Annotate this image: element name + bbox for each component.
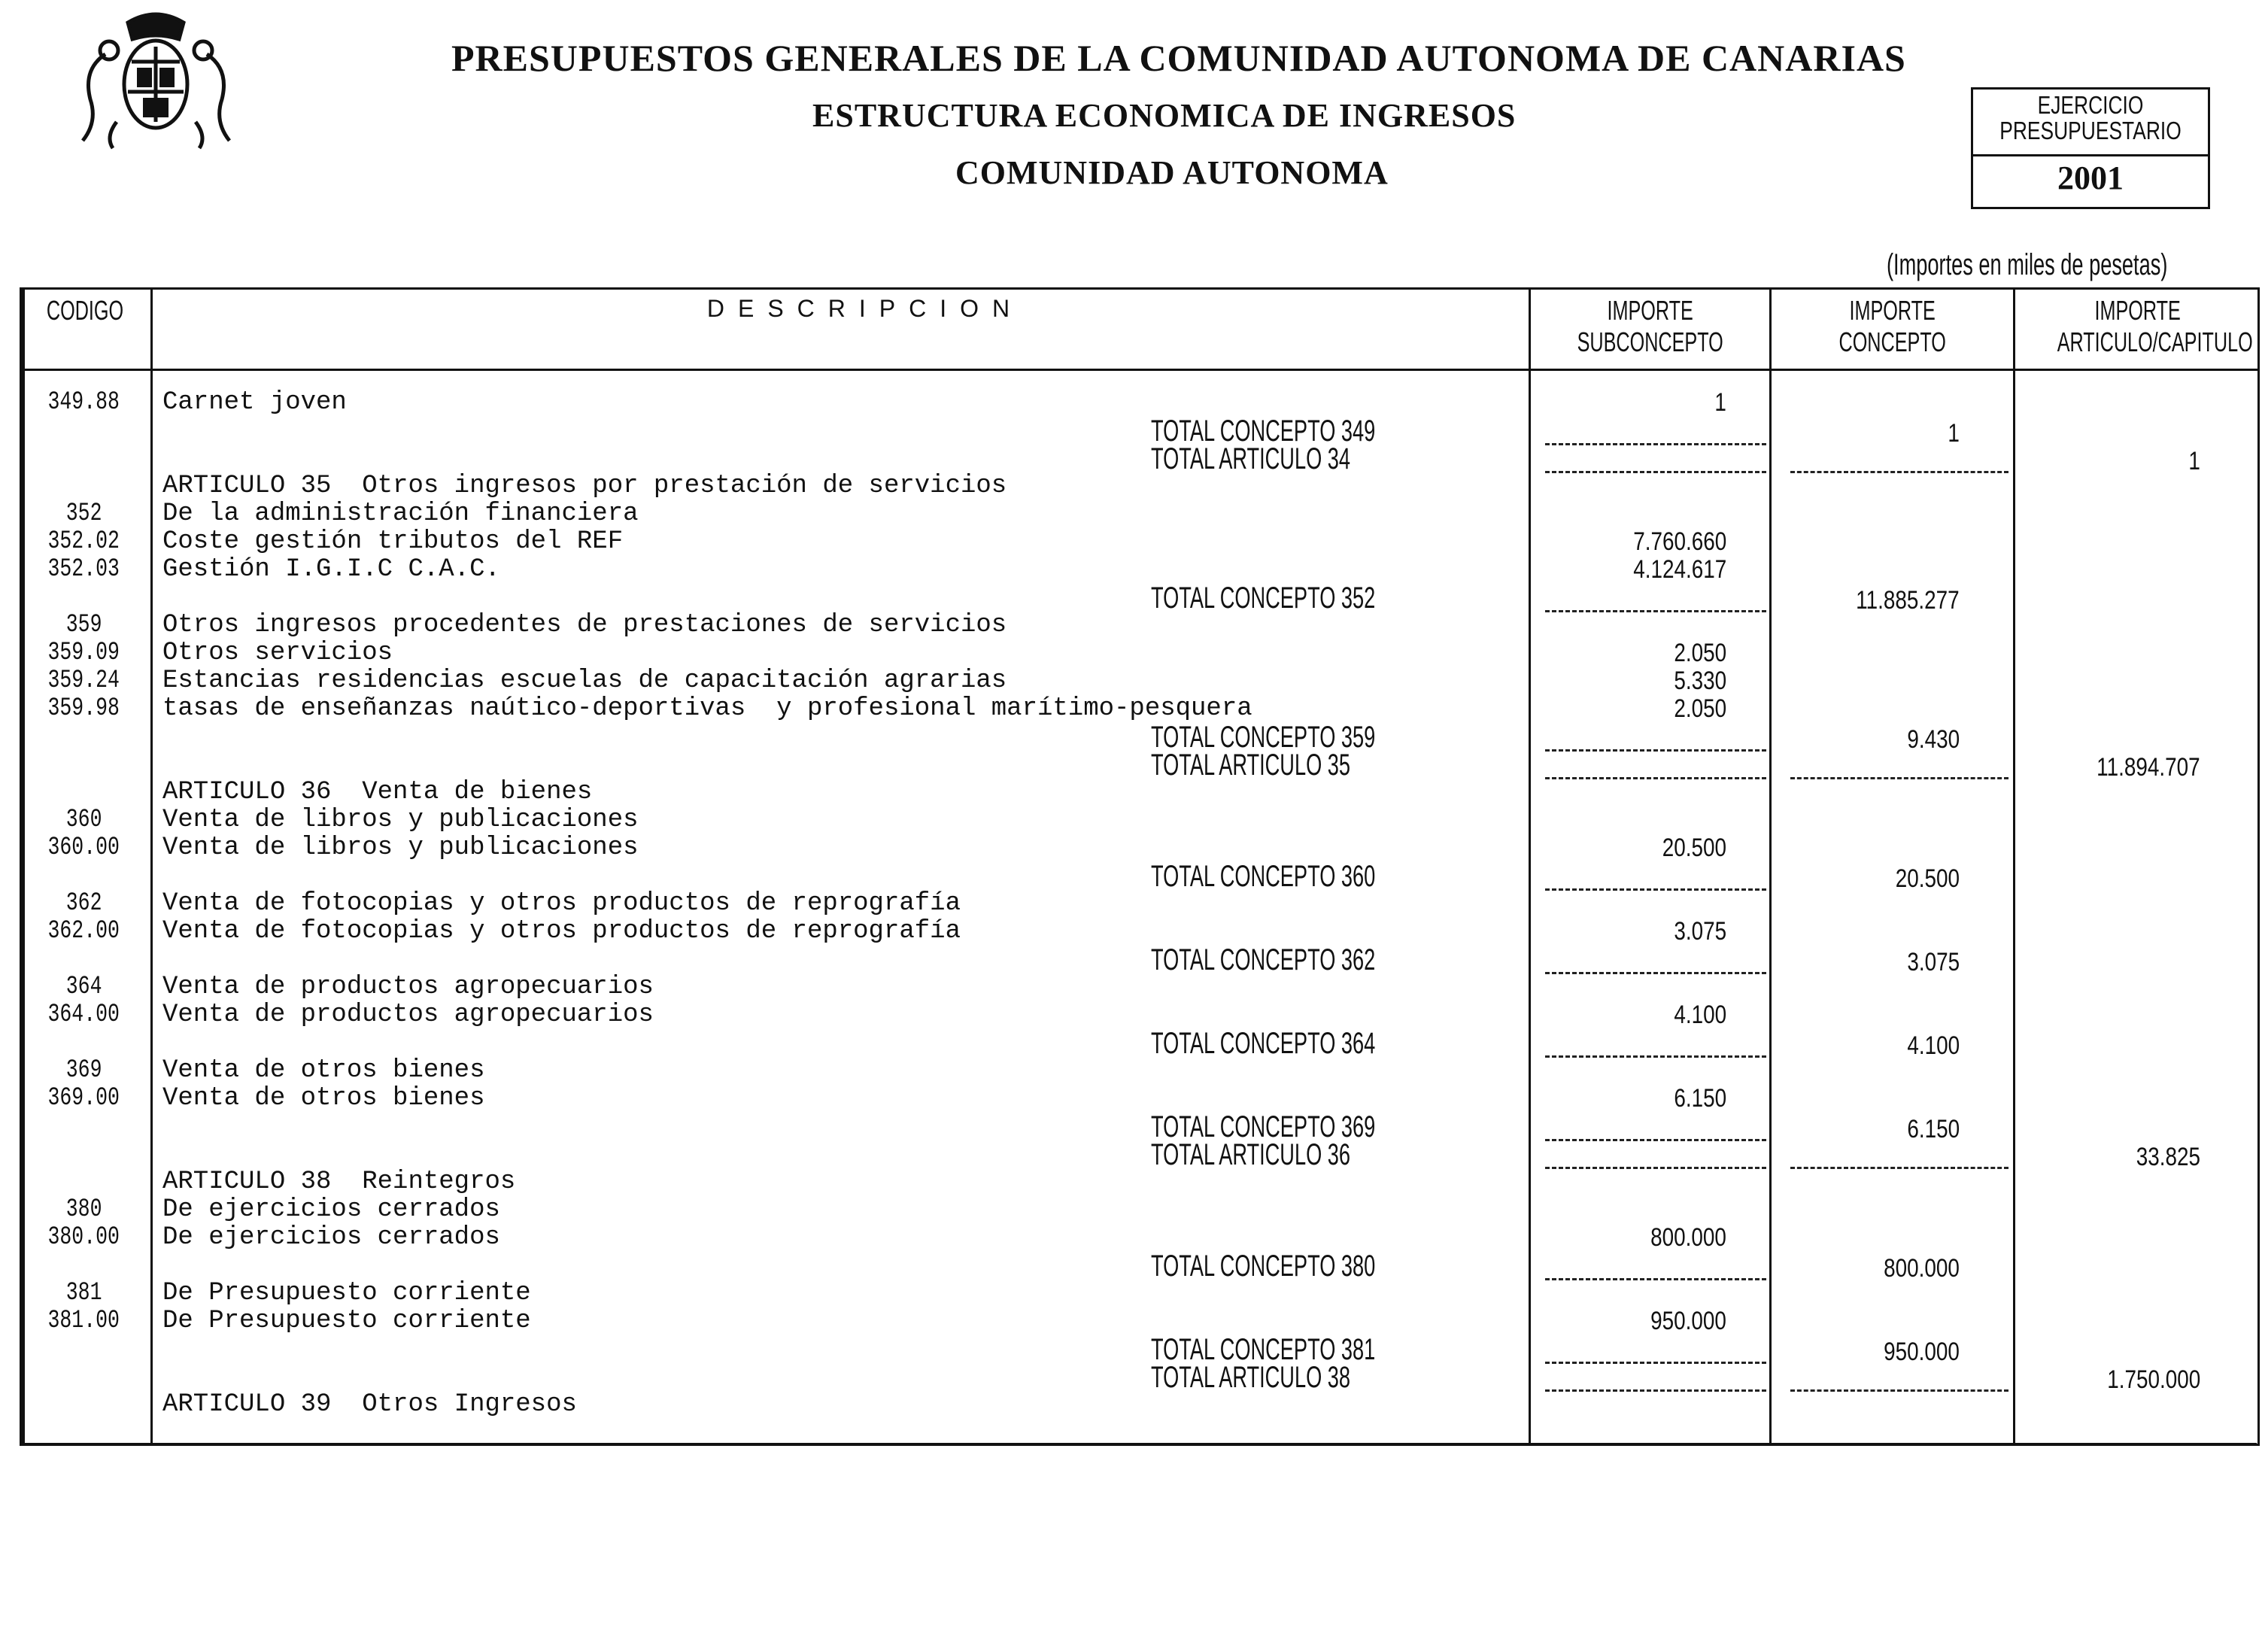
row-description: Estancias residencias escuelas de capacitación agrarias <box>162 667 1007 695</box>
amount-subconcepto: 5.330 <box>1674 667 1726 695</box>
document-section: COMUNIDAD AUTONOMA <box>955 154 1389 191</box>
row-description: De ejercicios cerrados <box>162 1223 500 1252</box>
total-label: TOTAL ARTICULO 36 <box>1151 1138 1351 1171</box>
row-description: Carnet joven <box>162 388 347 417</box>
subtotal-dash-rule <box>1545 1362 1766 1364</box>
amount-concepto: 11.885.277 <box>1856 586 1960 615</box>
amount-articulo: 33.825 <box>2136 1143 2200 1171</box>
row-description: ARTICULO 38 Reintegros <box>162 1168 516 1196</box>
column-header-concepto: IMPORTE CONCEPTO <box>1838 295 1946 357</box>
document-title: PRESUPUESTOS GENERALES DE LA COMUNIDAD AUTONOMA DE CANARIAS <box>451 37 1906 79</box>
row-code: 359.24 <box>47 667 120 695</box>
subtotal-dash-rule <box>1545 610 1766 612</box>
amount-concepto: 950.000 <box>1884 1338 1960 1366</box>
document-subtitle: ESTRUCTURA ECONOMICA DE INGRESOS <box>812 97 1517 134</box>
row-description: Venta de libros y publicaciones <box>162 806 639 834</box>
total-label: TOTAL CONCEPTO 362 <box>1151 943 1376 976</box>
total-label: TOTAL CONCEPTO 359 <box>1151 721 1376 754</box>
row-description: De ejercicios cerrados <box>162 1195 500 1224</box>
amount-subconcepto: 20.500 <box>1662 834 1726 862</box>
row-description: De la administración financiera <box>162 500 639 528</box>
column-header-codigo: CODIGO <box>46 295 124 326</box>
row-code: 362.00 <box>47 917 120 946</box>
row-description: ARTICULO 35 Otros ingresos por prestación de servicios <box>162 472 1007 500</box>
column-divider-concepto <box>2013 287 2015 1446</box>
row-code: 352 <box>65 500 102 528</box>
amount-subconcepto: 3.075 <box>1674 917 1726 946</box>
total-label: TOTAL CONCEPTO 349 <box>1151 415 1376 448</box>
row-description: Otros ingresos procedentes de prestaciones de servicios <box>162 611 1007 639</box>
total-label: TOTAL CONCEPTO 352 <box>1151 582 1376 615</box>
column-divider-subconcepto <box>1769 287 1772 1446</box>
total-label: TOTAL CONCEPTO 381 <box>1151 1333 1376 1366</box>
amount-articulo: 1 <box>2188 447 2200 475</box>
row-code: 359.09 <box>47 639 120 667</box>
amount-subconcepto: 7.760.660 <box>1632 527 1726 556</box>
concept-dash-rule <box>1790 1389 2008 1392</box>
row-description: Venta de otros bienes <box>162 1084 485 1113</box>
table-bottom-line <box>23 1443 2257 1446</box>
subtotal-dash-rule <box>1545 1139 1766 1141</box>
ejercicio-year: 2001 <box>2057 159 2124 196</box>
amount-subconcepto: 2.050 <box>1674 639 1726 667</box>
subtotal-dash-rule <box>1545 1167 1766 1169</box>
header-separator <box>23 369 2260 371</box>
units-note: (Importes en miles de pesetas) <box>1887 248 2168 281</box>
amount-concepto: 1 <box>1948 419 1960 448</box>
row-code: 369.00 <box>47 1084 120 1113</box>
subtotal-dash-rule <box>1545 471 1766 473</box>
presupuestario-label: PRESUPUESTARIO <box>1999 117 2182 144</box>
row-code: 381 <box>65 1279 102 1307</box>
row-description: Gestión I.G.I.C C.A.C. <box>162 555 500 584</box>
subtotal-dash-rule <box>1545 777 1766 779</box>
column-header-subconcepto: IMPORTE SUBCONCEPTO <box>1577 295 1723 357</box>
row-code: 381.00 <box>47 1307 120 1335</box>
row-code: 362 <box>65 889 102 918</box>
column-header-descripcion: DESCRIPCION <box>706 295 1024 322</box>
row-description: Otros servicios <box>162 639 393 667</box>
subtotal-dash-rule <box>1545 888 1766 891</box>
row-description: Venta de otros bienes <box>162 1056 485 1085</box>
row-code: 359.98 <box>47 694 120 723</box>
amount-concepto: 6.150 <box>1907 1115 1960 1143</box>
amount-concepto: 9.430 <box>1907 725 1960 754</box>
ejercicio-label: EJERCICIO <box>2037 91 2144 119</box>
subtotal-dash-rule <box>1545 972 1766 974</box>
column-divider-descripcion <box>1529 287 1531 1446</box>
row-code: 360 <box>65 806 102 834</box>
row-description: Venta de productos agropecuarios <box>162 1001 654 1029</box>
row-code: 380 <box>65 1195 102 1224</box>
total-label: TOTAL CONCEPTO 364 <box>1151 1027 1376 1060</box>
row-description: ARTICULO 39 Otros Ingresos <box>162 1390 577 1419</box>
amount-articulo: 1.750.000 <box>2106 1365 2200 1394</box>
row-description: De Presupuesto corriente <box>162 1307 531 1335</box>
subtotal-dash-rule <box>1545 1278 1766 1280</box>
row-description: Venta de fotocopias y otros productos de reprografía <box>162 889 961 918</box>
subtotal-dash-rule <box>1545 1389 1766 1392</box>
row-code: 349.88 <box>47 388 120 417</box>
amount-subconcepto: 950.000 <box>1650 1307 1726 1335</box>
row-description: Coste gestión tributos del REF <box>162 527 624 556</box>
total-label: TOTAL CONCEPTO 360 <box>1151 860 1376 893</box>
row-description: Venta de productos agropecuarios <box>162 973 654 1001</box>
amount-concepto: 800.000 <box>1884 1254 1960 1283</box>
amount-articulo: 11.894.707 <box>2097 753 2200 782</box>
amount-subconcepto: 800.000 <box>1650 1223 1726 1252</box>
row-code: 352.02 <box>47 527 120 556</box>
total-label: TOTAL ARTICULO 34 <box>1151 442 1351 475</box>
total-label: TOTAL CONCEPTO 369 <box>1151 1110 1376 1143</box>
row-description: Venta de libros y publicaciones <box>162 834 639 862</box>
table-left-border <box>20 287 24 1446</box>
amount-subconcepto: 1 <box>1714 388 1726 417</box>
amount-concepto: 20.500 <box>1895 864 1960 893</box>
row-description: De Presupuesto corriente <box>162 1279 531 1307</box>
row-description: ARTICULO 36 Venta de bienes <box>162 778 593 806</box>
subtotal-dash-rule <box>1545 749 1766 752</box>
coat-of-arms-emblem <box>75 9 237 152</box>
amount-concepto: 4.100 <box>1907 1031 1960 1060</box>
row-description: tasas de enseñanzas naútico-deportivas y profesional marítimo-pesquera <box>162 694 1252 723</box>
total-label: TOTAL CONCEPTO 380 <box>1151 1250 1376 1283</box>
row-code: 359 <box>65 611 102 639</box>
row-code: 364 <box>65 973 102 1001</box>
row-code: 352.03 <box>47 555 120 584</box>
concept-dash-rule <box>1790 471 2008 473</box>
row-code: 360.00 <box>47 834 120 862</box>
amount-subconcepto: 4.100 <box>1674 1001 1726 1029</box>
row-description: Venta de fotocopias y otros productos de reprografía <box>162 917 961 946</box>
amount-subconcepto: 4.124.617 <box>1632 555 1726 584</box>
total-label: TOTAL ARTICULO 35 <box>1151 749 1351 782</box>
amount-concepto: 3.075 <box>1907 948 1960 976</box>
amount-subconcepto: 6.150 <box>1674 1084 1726 1113</box>
subtotal-dash-rule <box>1545 443 1766 445</box>
row-code: 364.00 <box>47 1001 120 1029</box>
row-code: 380.00 <box>47 1223 120 1252</box>
ejercicio-box <box>1971 87 2210 209</box>
concept-dash-rule <box>1790 1167 2008 1169</box>
subtotal-dash-rule <box>1545 1055 1766 1058</box>
row-code: 369 <box>65 1056 102 1085</box>
amount-subconcepto: 2.050 <box>1674 694 1726 723</box>
total-label: TOTAL ARTICULO 38 <box>1151 1361 1351 1394</box>
column-divider-codigo <box>150 287 153 1446</box>
column-header-articulo: IMPORTE ARTICULO/CAPITULO <box>2057 295 2253 357</box>
concept-dash-rule <box>1790 777 2008 779</box>
